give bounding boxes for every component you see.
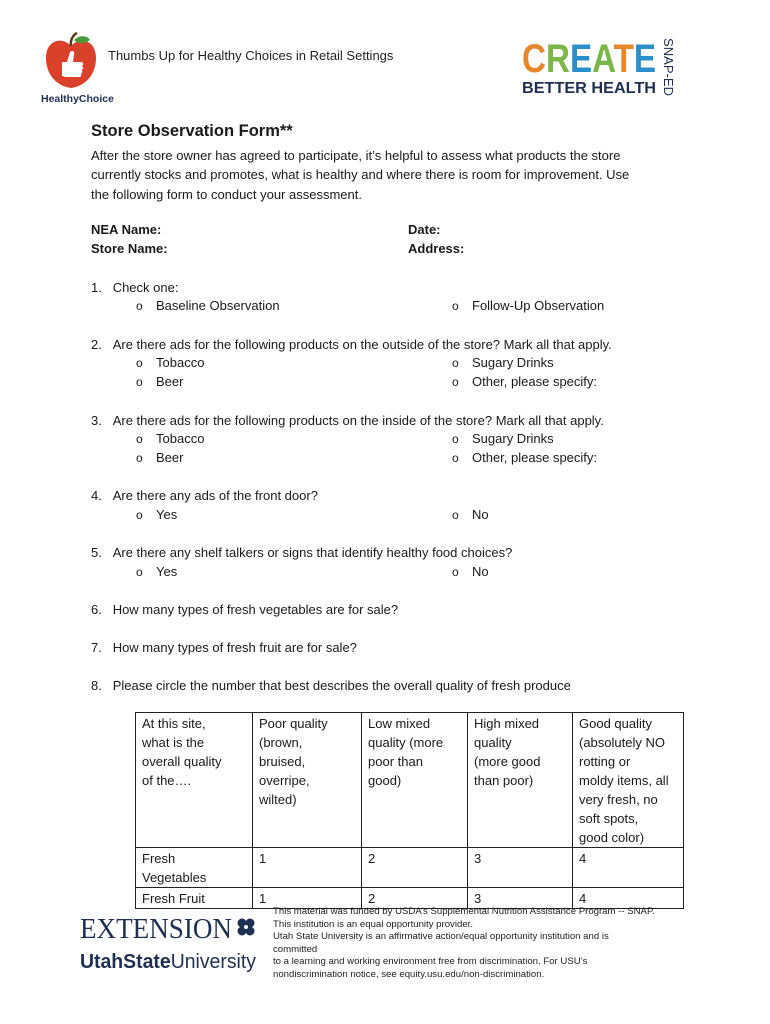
healthy-choice-logo-text: HealthyChoice xyxy=(41,93,114,105)
question-text: How many types of fresh vegetables are for sale? xyxy=(112,602,399,617)
rating-cell[interactable]: 2 xyxy=(362,888,468,909)
question-3 xyxy=(91,413,604,428)
header-cell-poor xyxy=(253,713,362,848)
question-number: 5. xyxy=(91,545,102,560)
form-title: Store Observation Form** xyxy=(91,122,293,140)
row-label xyxy=(136,848,253,888)
header-cell-subject xyxy=(136,713,253,848)
option-sugary-drinks-outside[interactable] xyxy=(452,355,554,370)
checkbox-bullet[interactable]: o xyxy=(136,356,143,370)
rating-cell[interactable]: 1 xyxy=(253,848,362,888)
question-2 xyxy=(91,337,612,352)
row-label-text: Fresh Fruit xyxy=(142,891,205,906)
header-text: High mixed xyxy=(474,716,540,731)
row-label-text: Fresh xyxy=(142,851,176,866)
option-label: Tobacco xyxy=(156,355,205,370)
option-label: Sugary Drinks xyxy=(472,355,554,370)
snap-ed-label: SNAP-ED xyxy=(661,38,676,96)
option-no-shelf-talkers[interactable] xyxy=(452,564,489,579)
produce-quality-table xyxy=(135,712,684,909)
option-label: No xyxy=(472,564,489,579)
question-text: Check one: xyxy=(112,280,179,295)
header-text: of the…. xyxy=(142,773,192,788)
checkbox-bullet[interactable]: o xyxy=(452,508,459,522)
question-4 xyxy=(91,488,318,503)
option-label: Beer xyxy=(156,450,184,465)
option-label: Baseline Observation xyxy=(156,298,280,313)
header-text: poor than xyxy=(368,754,423,769)
rating-cell[interactable]: 3 xyxy=(468,848,573,888)
header-text: rotting or xyxy=(579,754,631,769)
option-other-inside[interactable] xyxy=(452,450,597,465)
checkbox-bullet[interactable]: o xyxy=(452,356,459,370)
question-number: 1. xyxy=(91,280,102,295)
header-cell-good xyxy=(573,713,684,848)
option-label: Yes xyxy=(156,564,178,579)
question-number: 7. xyxy=(91,640,102,655)
header-title: Thumbs Up for Healthy Choices in Retail Settings xyxy=(108,48,394,63)
checkbox-bullet[interactable]: o xyxy=(136,508,143,522)
question-8 xyxy=(91,678,571,693)
header-text: At this site, xyxy=(142,716,206,731)
checkbox-bullet[interactable]: o xyxy=(136,299,143,313)
question-number: 2. xyxy=(91,337,102,352)
rating-cell[interactable]: 3 xyxy=(468,888,573,909)
option-label: Other, please specify: xyxy=(472,374,598,389)
usu-extension-logo xyxy=(80,912,262,974)
date-label: Date: xyxy=(408,222,441,237)
disclaimer-line: to a learning and working environment free from discrimination. For USU’s xyxy=(273,956,588,968)
question-number: 8. xyxy=(91,678,102,693)
option-tobacco-outside[interactable] xyxy=(136,355,204,370)
header-text: (absolutely NO xyxy=(579,735,665,750)
header-text: moldy items, all xyxy=(579,773,669,788)
footer-disclaimer xyxy=(273,906,683,982)
option-sugary-drinks-inside[interactable] xyxy=(452,431,554,446)
healthy-choice-logo xyxy=(40,32,114,108)
checkbox-bullet[interactable]: o xyxy=(452,299,459,313)
rating-cell[interactable]: 1 xyxy=(253,888,362,909)
header-text: quality xyxy=(474,735,512,750)
header-text: Good quality xyxy=(579,716,652,731)
header-text: very fresh, no xyxy=(579,792,658,807)
checkbox-bullet[interactable]: o xyxy=(452,432,459,446)
header-text: overripe, xyxy=(259,773,310,788)
question-text: How many types of fresh fruit are for sale? xyxy=(112,640,357,655)
row-label xyxy=(136,888,253,909)
four-h-clover-icon xyxy=(238,919,255,936)
intro-paragraph xyxy=(91,146,691,204)
question-7 xyxy=(91,640,357,655)
store-name-label: Store Name: xyxy=(91,241,168,256)
option-yes-shelf-talkers[interactable] xyxy=(136,564,177,579)
nea-name-label: NEA Name: xyxy=(91,222,162,237)
header-text: bruised, xyxy=(259,754,306,769)
option-baseline-observation[interactable] xyxy=(136,298,280,313)
option-yes-front-door[interactable] xyxy=(136,507,177,522)
checkbox-bullet[interactable]: o xyxy=(136,432,143,446)
disclaimer-line: nondiscrimination notice, see equity.usu.edu/non-discrimination. xyxy=(273,968,545,980)
rating-cell[interactable]: 2 xyxy=(362,848,468,888)
option-label: Other, please specify: xyxy=(472,450,598,465)
question-text: Are there any shelf talkers or signs that identify healthy food choices? xyxy=(112,545,513,560)
header-text: good) xyxy=(368,773,402,788)
table-header-row xyxy=(136,713,684,848)
create-better-health-logo xyxy=(522,36,682,98)
svg-text:CREATE: CREATE xyxy=(522,37,661,81)
checkbox-bullet[interactable]: o xyxy=(452,451,459,465)
checkbox-bullet[interactable]: o xyxy=(136,451,143,465)
option-no-front-door[interactable] xyxy=(452,507,489,522)
header-text: overall quality xyxy=(142,754,222,769)
option-label: Tobacco xyxy=(156,431,205,446)
question-number: 6. xyxy=(91,602,102,617)
question-text: Are there ads for the following products on the outside of the store? Mark all that apply. xyxy=(112,337,612,352)
svg-text:UtahStateUniversity xyxy=(80,951,259,973)
usu-wordmark-bold: UtahState xyxy=(80,951,174,973)
option-label: Sugary Drinks xyxy=(472,431,554,446)
option-beer-outside[interactable] xyxy=(136,374,183,389)
header-text: Low mixed xyxy=(368,716,431,731)
option-label: Follow-Up Observation xyxy=(472,298,605,313)
disclaimer-line: This material was funded by USDA’s Supplemental Nutrition Assistance Program -- SNAP. xyxy=(273,906,655,917)
header-text: quality (more xyxy=(368,735,444,750)
question-text: Are there any ads of the front door? xyxy=(112,488,318,503)
extension-wordmark: EXTENSION xyxy=(80,914,232,945)
address-label: Address: xyxy=(408,241,465,256)
usu-wordmark-light: University xyxy=(170,951,259,973)
question-1 xyxy=(91,280,178,295)
checkbox-bullet[interactable]: o xyxy=(452,375,459,389)
header-text: good color) xyxy=(579,830,645,845)
rating-cell[interactable]: 4 xyxy=(573,848,684,888)
question-5 xyxy=(91,545,512,560)
option-follow-up-observation[interactable] xyxy=(452,298,604,313)
header-text: Poor quality xyxy=(259,716,328,731)
header-cell-low-mixed xyxy=(362,713,468,848)
question-text: Please circle the number that best describes the overall quality of fresh produce xyxy=(112,678,571,693)
question-number: 4. xyxy=(91,488,102,503)
row-label-text: Vegetables xyxy=(142,870,207,885)
intro-line: the following form to conduct your assessment. xyxy=(91,186,362,202)
create-tagline: BETTER HEALTH xyxy=(522,80,656,97)
header-text: wilted) xyxy=(259,792,297,807)
option-beer-inside[interactable] xyxy=(136,450,183,465)
header-cell-high-mixed xyxy=(468,713,573,848)
header-text: than poor) xyxy=(474,773,534,788)
option-tobacco-inside[interactable] xyxy=(136,431,204,446)
disclaimer-line: Utah State University is an affirmative action/equal opportunity institution and is xyxy=(273,931,609,943)
header-text: (brown, xyxy=(259,735,303,750)
option-label: Yes xyxy=(156,507,178,522)
question-text: Are there ads for the following products on the inside of the store? Mark all that apply. xyxy=(112,413,604,428)
intro-line: currently stocks and promotes, what is healthy and where there is room for improvement. Use xyxy=(91,167,630,183)
question-number: 3. xyxy=(91,413,102,428)
checkbox-bullet[interactable]: o xyxy=(136,375,143,389)
header-text: what is the xyxy=(142,735,205,750)
checkbox-bullet[interactable]: o xyxy=(452,565,459,579)
intro-line: After the store owner has agreed to participate, it’s helpful to assess what products the store xyxy=(91,148,621,163)
option-label: Beer xyxy=(156,374,184,389)
disclaimer-line: This institution is an equal opportunity provider. xyxy=(273,918,473,930)
disclaimer-line: committed xyxy=(273,943,318,955)
header-text: soft spots, xyxy=(579,811,639,826)
option-label: No xyxy=(472,507,489,522)
option-other-outside[interactable] xyxy=(452,374,597,389)
rating-cell[interactable]: 4 xyxy=(573,888,684,909)
question-6 xyxy=(91,602,398,617)
checkbox-bullet[interactable]: o xyxy=(136,565,143,579)
header-text: (more good xyxy=(474,754,541,769)
table-row-vegetables xyxy=(136,848,684,888)
